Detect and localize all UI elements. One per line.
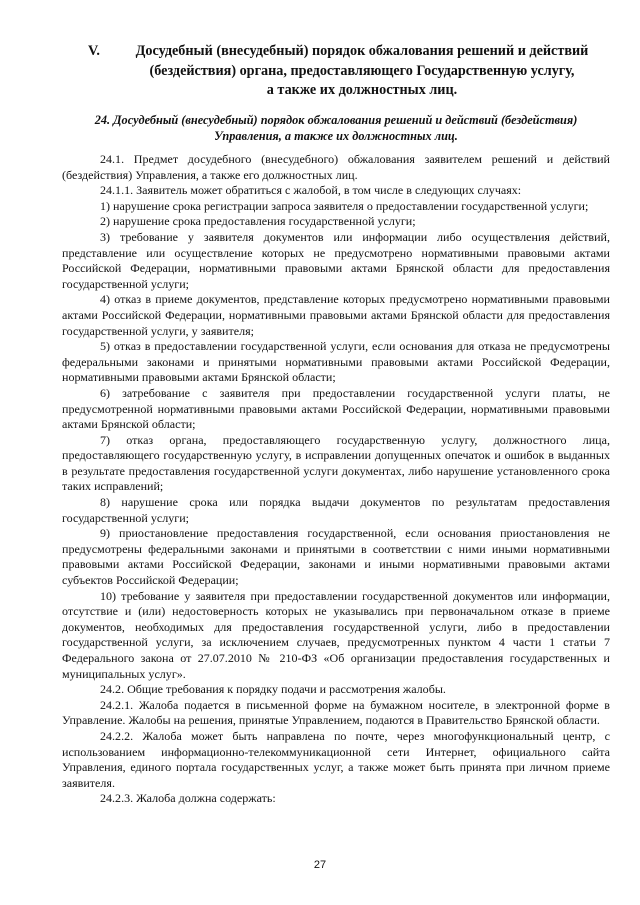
paragraph: 24.2.3. Жалоба должна содержать: (100, 791, 276, 806)
paragraph: 4) отказ в приеме документов, представление которых предусмотрено нормативными правовыми актами Российской Федерации, нормативными правовыми актами Брянской области для предоставления государственной услуги, у заявителя; (62, 292, 610, 338)
paragraph: 9) приостановление предоставления государственной, если основания приостановления не предусмотрены федеральными законами и принятыми в соответствии с ними иными нормативными правовыми актами Российской Федерации, законами и иными нормативными правовыми актами субъектов Российской Федерации; (62, 526, 610, 588)
subsection-title-line: Управления, а также их должностных лиц. (214, 128, 458, 143)
paragraph: 5) отказ в предоставлении государственной услуги, если основания для отказа не предусмотрены федеральными законами и принятыми нормативными правовыми актами Российской Федерации, нормативными правовыми актами Брянской области; (62, 339, 610, 385)
paragraph: 24.2.1. Жалоба подается в письменной форме на бумажном носителе, в электронной форме в Управление. Жалобы на решения, принятые Управлением, подаются в Правительство Брянской области. (62, 697, 610, 728)
paragraph: 6) затребование с заявителя при предоставлении государственной услуги платы, не предусмотренной нормативными правовыми актами Российской Федерации, нормативными правовыми актами Брянской области; (62, 385, 610, 432)
section-title-line: Досудебный (внесудебный) порядок обжалования решений и действий (135, 43, 589, 59)
section-number: V. (88, 43, 100, 59)
subsection-heading (62, 113, 610, 144)
paragraph: 7) отказ органа, предоставляющего государственную услугу, должностного лица, предоставляющего государственную услугу, в исправлении допущенных опечаток и ошибок в выданных в результате предоставления государственной услуги документах, либо нарушение установленного срока таких исправлений; (62, 432, 610, 494)
subsection-title-line: 24. Досудебный (внесудебный) порядок обжалования решений и действий (бездействия) (94, 113, 578, 127)
paragraph: 24.1. Предмет досудебного (внесудебного) обжалования заявителем решений и действий (бездействия) Управления, а также его должностных лиц. (62, 152, 610, 182)
body-text (62, 152, 610, 807)
paragraph: 1) нарушение срока регистрации запроса заявителя о предоставлении государственной услуги; (100, 198, 589, 213)
paragraph: 8) нарушение срока или порядка выдачи документов по результатам предоставления государственной услуги; (62, 495, 610, 525)
paragraph: 24.2.2. Жалоба может быть направлена по почте, через многофункциональный центр, с использованием информационно-телекоммуникационной сети Интернет, официального сайта Управления, единого портала государственных услуг, а также может быть принята при личном приеме заявителя. (62, 728, 610, 790)
paragraph: 24.1.1. Заявитель может обратиться с жалобой, в том числе в следующих случаях: (100, 183, 522, 198)
page-number: 27 (313, 859, 327, 871)
paragraph: 3) требование у заявителя документов или информации либо осуществления действий, представление или осуществление которых не предусмотрено нормативными правовыми актами Российской Федерации, нормативными правовыми актами Брянской области для предоставления государственной услуги; (62, 229, 610, 291)
paragraph: 24.2. Общие требования к порядку подачи и рассмотрения жалобы. (100, 682, 446, 697)
paragraph: 10) требование у заявителя при предоставлении государственной документов или информации, отсутствие и (или) недостоверность которых не указывались при первоначальном отказе в приеме документов, необходимых для предоставления государственной услуги, либо в предоставлении государственной услуги, за исключением случаев, предусмотренных пунктом 4 части 1 статьи 7 Федерального закона от 27.07.2010 № 210-ФЗ «Об организации предоставления государственных и муниципальных услуг». (62, 588, 610, 681)
section-title-line: (бездействия) органа, предоставляющего Государственную услугу, (149, 62, 575, 79)
section-heading (88, 42, 608, 101)
paragraph: 2) нарушение срока предоставления государственной услуги; (100, 214, 416, 229)
section-title-line: а также их должностных лиц. (266, 82, 458, 98)
